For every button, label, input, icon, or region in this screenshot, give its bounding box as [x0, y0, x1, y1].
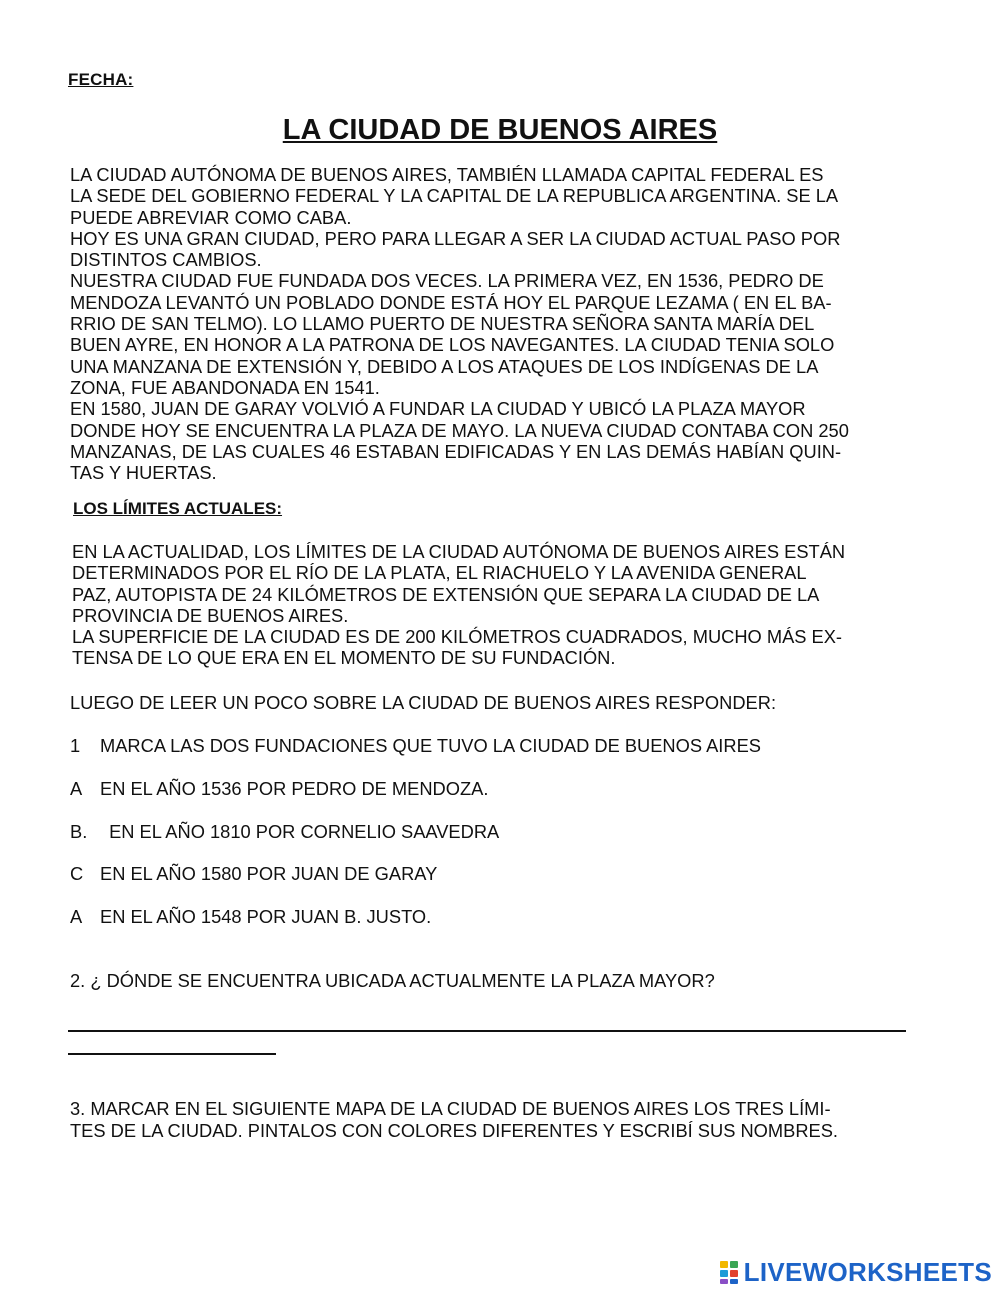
- option-letter: C: [70, 863, 84, 884]
- intro-line: TAS Y HUERTAS.: [70, 462, 217, 484]
- liveworksheets-logo-icon: [720, 1261, 740, 1285]
- liveworksheets-logo: [720, 1257, 992, 1288]
- limits-line: EN LA ACTUALIDAD, LOS LÍMITES DE LA CIUDAD AUTÓNOMA DE BUENOS AIRES ESTÁN: [72, 541, 846, 562]
- limits-line: LA SUPERFICIE DE LA CIUDAD ES DE 200 KILÓMETROS CUADRADOS, MUCHO MÁS EX-: [72, 626, 843, 648]
- question-3-line: TES DE LA CIUDAD. PINTALOS CON COLORES DIFERENTES Y ESCRIBÍ SUS NOMBRES.: [70, 1120, 838, 1141]
- option-text: EN EL AÑO 1536 POR PEDRO DE MENDOZA.: [100, 778, 489, 799]
- intro-line: NUESTRA CIUDAD FUE FUNDADA DOS VECES. LA PRIMERA VEZ, EN 1536, PEDRO DE: [70, 270, 824, 292]
- intro-line: MENDOZA LEVANTÓ UN POBLADO DONDE ESTÁ HOY EL PARQUE LEZAMA ( EN EL BA-: [70, 291, 832, 313]
- option-c-1580[interactable]: [70, 863, 437, 885]
- option-text: EN EL AÑO 1580 POR JUAN DE GARAY: [100, 863, 438, 884]
- answer-line[interactable]: [68, 1030, 906, 1032]
- question-3: [70, 1098, 838, 1142]
- liveworksheets-logo-text: LIVEWORKSHEETS: [743, 1257, 992, 1287]
- intro-line: BUEN AYRE, EN HONOR A LA PATRONA DE LOS NAVEGANTES. LA CIUDAD TENIA SOLO: [70, 334, 835, 356]
- intro-line: RRIO DE SAN TELMO). LO LLAMO PUERTO DE NUESTRA SEÑORA SANTA MARÍA DEL: [70, 313, 815, 335]
- option-a-1548[interactable]: [70, 906, 431, 928]
- limits-line: DETERMINADOS POR EL RÍO DE LA PLATA, EL RIACHUELO Y LA AVENIDA GENERAL: [72, 562, 807, 584]
- intro-line: UNA MANZANA DE EXTENSIÓN Y, DEBIDO A LOS ATAQUES DE LOS INDÍGENAS DE LA: [70, 355, 819, 377]
- answer-line[interactable]: [68, 1053, 276, 1055]
- option-a-1536[interactable]: [70, 778, 488, 800]
- question-number: 1: [70, 735, 81, 756]
- option-letter: B.: [70, 821, 88, 842]
- option-text: EN EL AÑO 1548 POR JUAN B. JUSTO.: [100, 906, 432, 927]
- question-text: MARCA LAS DOS FUNDACIONES QUE TUVO LA CIUDAD DE BUENOS AIRES: [100, 735, 761, 756]
- option-text: EN EL AÑO 1810 POR CORNELIO SAAVEDRA: [104, 821, 500, 842]
- intro-line: EN 1580, JUAN DE GARAY VOLVIÓ A FUNDAR LA CIUDAD Y UBICÓ LA PLAZA MAYOR: [70, 398, 806, 420]
- option-letter: A: [70, 906, 83, 927]
- intro-line: DONDE HOY SE ENCUENTRA LA PLAZA DE MAYO. LA NUEVA CIUDAD CONTABA CON 250: [70, 419, 849, 441]
- question-3-line: 3. MARCAR EN EL SIGUIENTE MAPA DE LA CIUDAD DE BUENOS AIRES LOS TRES LÍMI-: [70, 1098, 831, 1119]
- intro-line: PUEDE ABREVIAR COMO CABA.: [70, 206, 352, 228]
- option-letter: A: [70, 778, 83, 799]
- limits-line: PAZ, AUTOPISTA DE 24 KILÓMETROS DE EXTENSIÓN QUE SEPARA LA CIUDAD DE LA: [72, 583, 820, 605]
- date-label: FECHA:: [68, 70, 134, 89]
- intro-line: ZONA, FUE ABANDONADA EN 1541.: [70, 376, 380, 398]
- page-title: LA CIUDAD DE BUENOS AIRES: [282, 114, 718, 146]
- option-b-1810[interactable]: [70, 821, 499, 843]
- limits-paragraph: [72, 541, 952, 669]
- limits-heading: LOS LÍMITES ACTUALES:: [73, 499, 283, 518]
- instructions: LUEGO DE LEER UN POCO SOBRE LA CIUDAD DE BUENOS AIRES RESPONDER:: [70, 692, 777, 713]
- intro-paragraph: [70, 164, 950, 483]
- intro-line: LA SEDE DEL GOBIERNO FEDERAL Y LA CAPITAL DE LA REPUBLICA ARGENTINA. SE LA: [70, 185, 839, 207]
- limits-line: PROVINCIA DE BUENOS AIRES.: [72, 604, 349, 626]
- intro-line: MANZANAS, DE LAS CUALES 46 ESTABAN EDIFICADAS Y EN LAS DEMÁS HABÍAN QUIN-: [70, 440, 842, 462]
- limits-line: TENSA DE LO QUE ERA EN EL MOMENTO DE SU FUNDACIÓN.: [72, 647, 616, 669]
- intro-line: DISTINTOS CAMBIOS.: [70, 249, 262, 271]
- intro-line: LA CIUDAD AUTÓNOMA DE BUENOS AIRES, TAMBIÉN LLAMADA CAPITAL FEDERAL ES: [70, 164, 824, 185]
- question-1: [70, 735, 761, 757]
- question-2: 2. ¿ DÓNDE SE ENCUENTRA UBICADA ACTUALMENTE LA PLAZA MAYOR?: [70, 970, 715, 991]
- intro-line: HOY ES UNA GRAN CIUDAD, PERO PARA LLEGAR A SER LA CIUDAD ACTUAL PASO POR: [70, 227, 841, 249]
